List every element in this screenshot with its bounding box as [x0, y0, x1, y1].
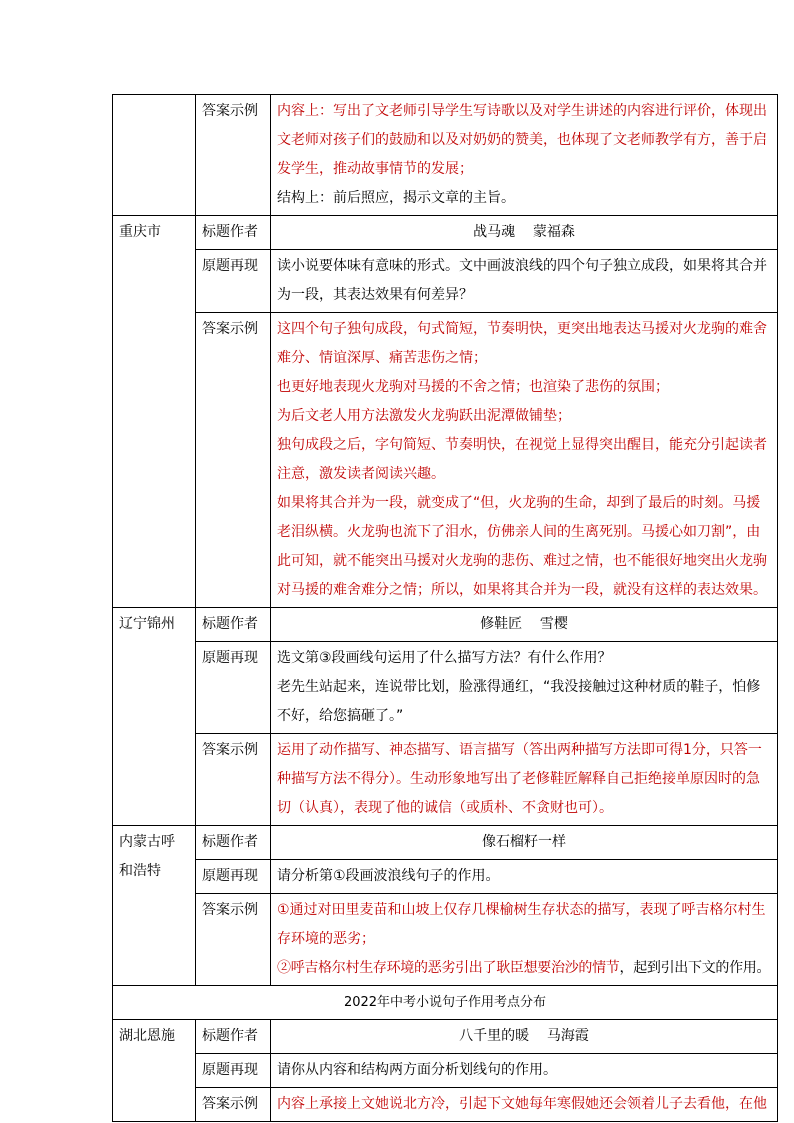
question-content: 读小说要体味有意味的形式。文中画波浪线的四个句子独立成段，如果将其合并 为一段，其表达效果有何差异？	[271, 250, 778, 313]
section-caption: 2022年中考小说句子作用考点分布	[113, 986, 778, 1020]
label-original: 原题再现	[196, 860, 271, 894]
table-row	[113, 860, 778, 894]
label-original: 原题再现	[196, 642, 271, 734]
title-author-text: 像石榴籽一样	[271, 826, 778, 860]
table-row	[113, 1088, 778, 1122]
label-title-author: 标题作者	[196, 826, 271, 860]
label-original: 原题再现	[196, 1054, 271, 1088]
table-row	[113, 642, 778, 734]
table-row	[113, 734, 778, 826]
label-original: 原题再现	[196, 250, 271, 313]
exam-analysis-table	[112, 94, 778, 1122]
table-row	[113, 826, 778, 860]
title-author-text: 八千里的暖 马海霞	[271, 1020, 778, 1054]
answer-content: 内容上承接上文她说北方冷，引起下文她每年寒假她还会领着儿子去看他，在他	[271, 1088, 778, 1122]
question-content: 选文第③段画线句运用了什么描写方法？有什么作用？ 老先生站起来，连说带比划，脸涨得通红，“我没接触过这种材质的鞋子，怕修 不好，给您搞砸了。”	[271, 642, 778, 734]
table-row	[113, 216, 778, 250]
label-answer: 答案示例	[196, 1088, 271, 1122]
title-author-text: 战马魂 蒙福森	[271, 216, 778, 250]
label-title-author: 标题作者	[196, 608, 271, 642]
table-row	[113, 894, 778, 986]
answer-content: 运用了动作描写、神态描写、语言描写（答出两种描写方法即可得1分，只答一 种描写方法不得分）。生动形象地写出了老修鞋匠解释自己拒绝接单原因时的急 切（认真），表现了他的诚信（或质朴、不贪财也可）。	[271, 734, 778, 826]
table-row	[113, 1054, 778, 1088]
table-row	[113, 95, 778, 216]
region-cell-empty	[113, 95, 196, 216]
label-answer: 答案示例	[196, 313, 271, 608]
question-content: 请你从内容和结构两方面分析划线句的作用。	[271, 1054, 778, 1088]
region-chongqing: 重庆市	[113, 216, 196, 608]
region-jinzhou: 辽宁锦州	[113, 608, 196, 826]
question-content: 请分析第①段画波浪线句子的作用。	[271, 860, 778, 894]
label-title-author: 标题作者	[196, 1020, 271, 1054]
title-author-text: 修鞋匠 雪樱	[271, 608, 778, 642]
region-hohhot: 内蒙古呼 和浩特	[113, 826, 196, 986]
answer-content: 这四个句子独句成段，句式简短，节奏明快，更突出地表达马援对火龙驹的难舍 难分、情谊深厚、痛苦悲伤之情； 也更好地表现火龙驹对马援的不舍之情；也渲染了悲伤的氛围； 为后文老人用方法激发火龙驹跃出泥潭做铺垫； 独句成段之后，字句简短、节奏明快，在视觉上显得突出醒目，能充分引起读者 注意，激发读者阅读兴趣。 如果将其合并为一段，就变成了“但，火龙驹的生命，却到了最后的时刻。马援 老泪纵横。火龙驹也流下了泪水，仿佛亲人间的生离死别。马援心如刀割”，由 此可知，就不能突出马援对火龙驹的悲伤、难过之情，也不能很好地突出火龙驹 对马援的难舍难分之情；所以，如果将其合并为一段，就没有这样的表达效果。	[271, 313, 778, 608]
label-title-author: 标题作者	[196, 216, 271, 250]
label-answer: 答案示例	[196, 95, 271, 216]
label-answer: 答案示例	[196, 734, 271, 826]
answer-content: 内容上：写出了文老师引导学生写诗歌以及对学生讲述的内容进行评价，体现出 文老师对孩子们的鼓励和以及对奶奶的赞美，也体现了文老师教学有方，善于启 发学生，推动故事情节的发展； 结构上：前后照应，揭示文章的主旨。	[271, 95, 778, 216]
region-enshi: 湖北恩施	[113, 1020, 196, 1122]
table-row	[113, 250, 778, 313]
label-answer: 答案示例	[196, 894, 271, 986]
table-row	[113, 313, 778, 608]
table-row	[113, 1020, 778, 1054]
table-row	[113, 986, 778, 1020]
table-row	[113, 608, 778, 642]
answer-content: ①通过对田里麦苗和山坡上仅存几棵榆树生存状态的描写，表现了呼吉格尔村生 存环境的恶劣； ②呼吉格尔村生存环境的恶劣引出了耿臣想要治沙的情节，起到引出下文的作用。	[271, 894, 778, 986]
